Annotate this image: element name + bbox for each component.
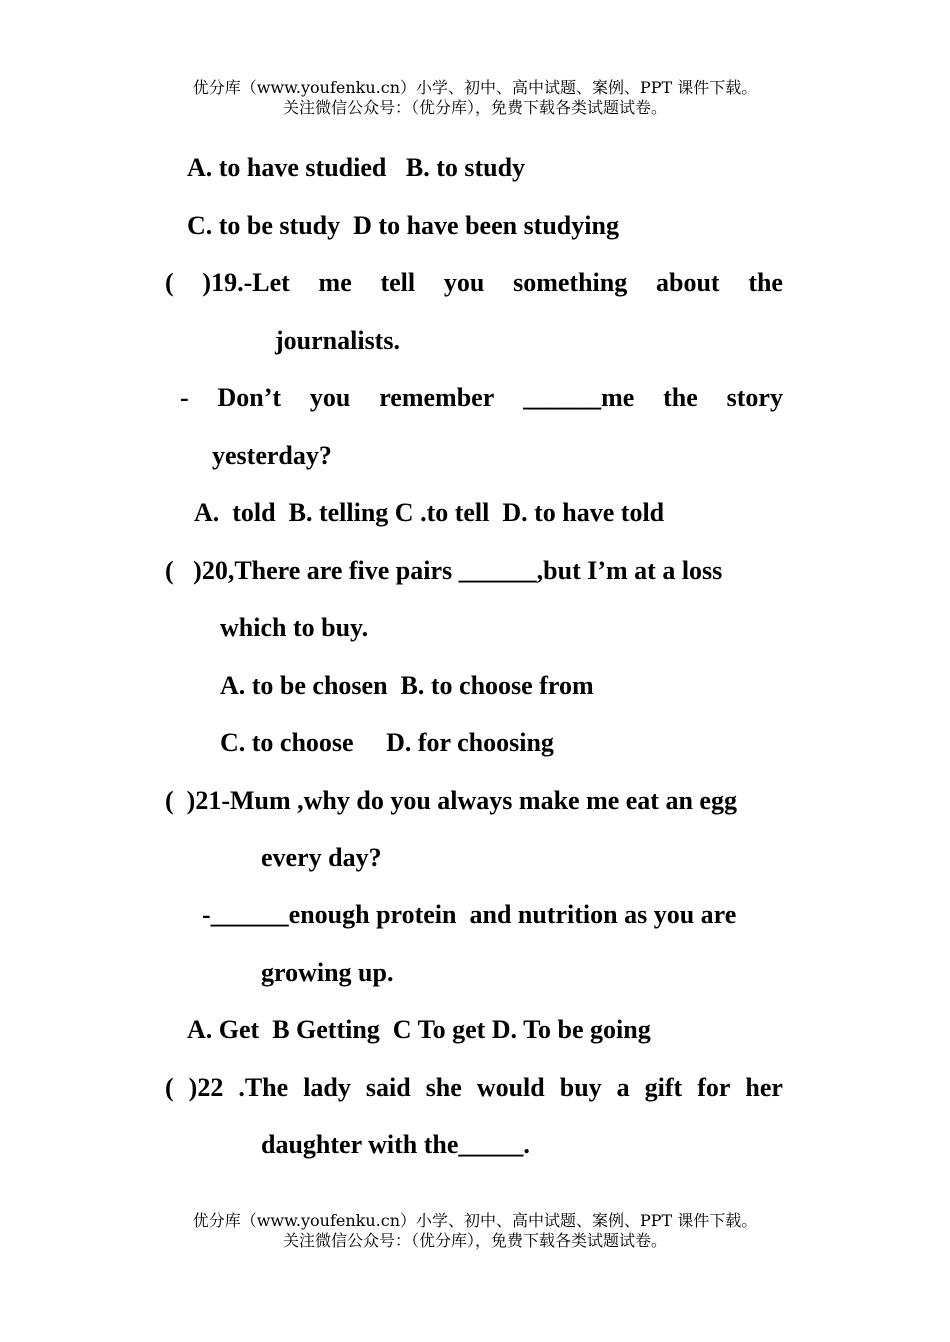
q22-word: said xyxy=(365,1073,411,1102)
q20-stem: ( )20,There are five pairs ______,but I’m at a loss xyxy=(165,556,723,585)
header-line-1: 优分库（www.youfenku.cn）小学、初中、高中试题、案例、PPT 课件下载。 xyxy=(192,78,758,97)
q22-word: she xyxy=(425,1073,462,1102)
q19-reply-word: story xyxy=(726,383,783,412)
q22-word: for xyxy=(697,1073,731,1102)
q19-word: me xyxy=(318,268,352,297)
q21-reply: -______enough protein and nutrition as you are xyxy=(202,900,737,929)
page-header xyxy=(0,78,950,118)
q18-options-ab: A. to have studied B. to study xyxy=(187,153,526,182)
q21-reply-cont: growing up. xyxy=(261,958,394,987)
q19-word: the xyxy=(748,268,783,297)
q19-reply-word: Don’t xyxy=(217,383,282,412)
q22-word: a xyxy=(616,1073,630,1102)
page-footer xyxy=(0,1211,950,1251)
q20-stem-cont: which to buy. xyxy=(220,613,369,642)
q22-paren: ( xyxy=(165,1073,174,1102)
q18-options-cd: C. to be study D to have been studying xyxy=(187,211,619,240)
q19-reply-blank: ______me xyxy=(523,383,635,412)
q22-word: would xyxy=(476,1073,545,1102)
q19-word: tell xyxy=(380,268,416,297)
header-line-2: 关注微信公众号：（优分库），免费下载各类试题试卷。 xyxy=(282,98,667,117)
q21-options: A. Get B Getting C To get D. To be going xyxy=(187,1015,651,1044)
q22-stem xyxy=(165,1073,783,1103)
q22-word: gift xyxy=(644,1073,683,1102)
q22-word: lady xyxy=(303,1073,351,1102)
q19-reply-word: remember xyxy=(379,383,495,412)
q19-reply-cont: yesterday? xyxy=(212,441,332,470)
q19-options: A. told B. telling C .to tell D. to have told xyxy=(194,498,665,527)
q19-stem xyxy=(165,268,783,298)
q19-reply xyxy=(180,383,783,413)
q19-reply-word: the xyxy=(663,383,698,412)
footer-line-1: 优分库（www.youfenku.cn）小学、初中、高中试题、案例、PPT 课件下载。 xyxy=(192,1211,758,1230)
q22-stem-cont: daughter with the_____. xyxy=(261,1130,530,1159)
q20-options-ab: A. to be chosen B. to choose from xyxy=(220,671,594,700)
q22-word: .The xyxy=(238,1073,289,1102)
q21-stem: ( )21-Mum ,why do you always make me eat an egg xyxy=(165,786,737,815)
q22-word: her xyxy=(745,1073,783,1102)
q19-reply-dash: - xyxy=(180,383,189,412)
q21-stem-cont: every day? xyxy=(261,843,382,872)
q19-stem-cont: journalists. xyxy=(275,326,400,355)
q19-word: you xyxy=(443,268,485,297)
q22-word: buy xyxy=(559,1073,602,1102)
q22-word: )22 xyxy=(188,1073,224,1102)
footer-line-2: 关注微信公众号：（优分库），免费下载各类试题试卷。 xyxy=(282,1231,667,1250)
q19-word: about xyxy=(655,268,720,297)
q19-word: )19.-Let xyxy=(202,268,290,297)
q20-options-cd: C. to choose D. for choosing xyxy=(220,728,554,757)
q19-paren: ( xyxy=(165,268,174,297)
q19-word: something xyxy=(513,268,628,297)
q19-reply-word: you xyxy=(309,383,351,412)
